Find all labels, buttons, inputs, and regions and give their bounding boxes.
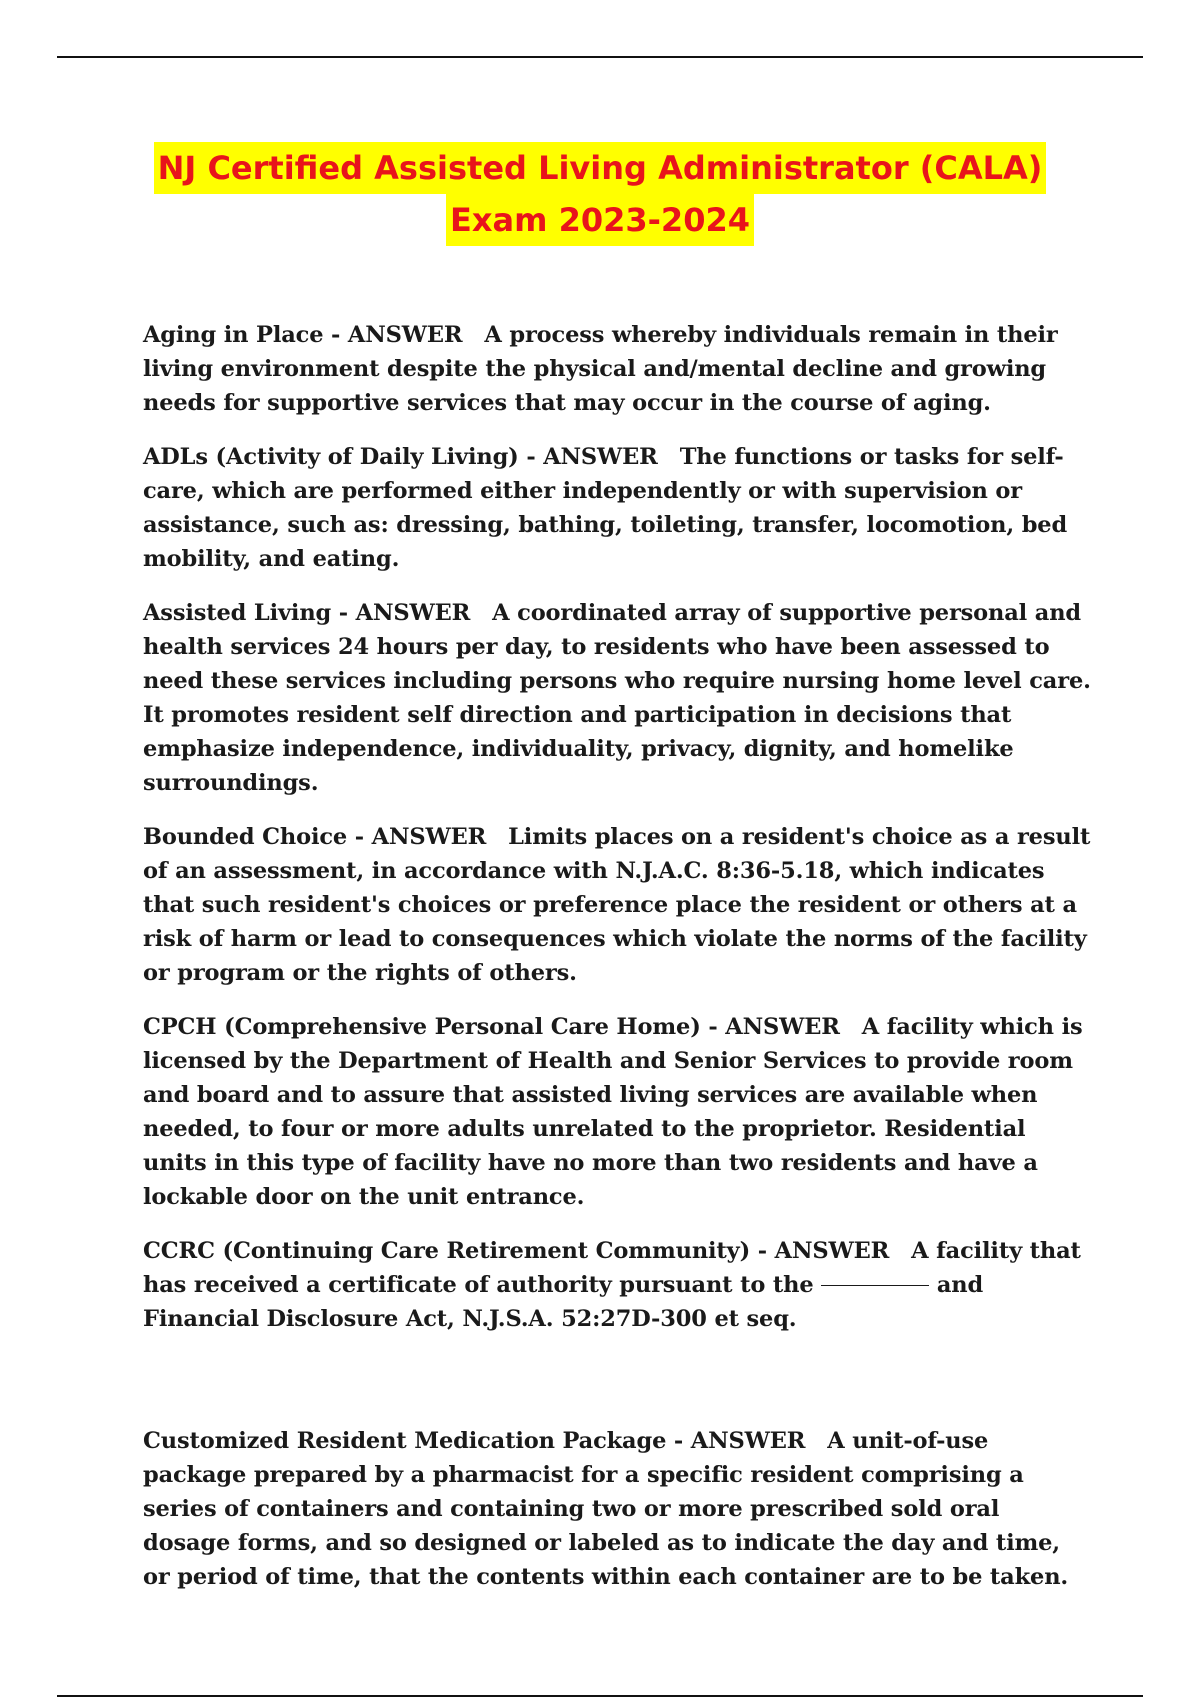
entry-definition: A coordinated array of supportive personal and health services 24 hours per day, to residents who have been assessed to need these services including persons who require nursing home level care. It promotes resident self direction and participation in decisions that emphasize independence, individuality, privacy, dignity, and homelike surroundings.: [143, 600, 1091, 796]
flashcard-entry: [143, 440, 1093, 576]
fill-in-blank: [821, 1285, 929, 1286]
flashcard-entry: [143, 1424, 1093, 1594]
entry-term: CPCH (Comprehensive Personal Care Home) - ANSWER: [143, 1014, 840, 1040]
flashcard-entry: [143, 318, 1093, 420]
flashcard-entry: [143, 596, 1093, 800]
entry-term: Bounded Choice - ANSWER: [143, 824, 487, 850]
entry-definition: The functions or tasks for self-care, which are performed either independently or with supervision or assistance, such as: dressing, bathing, toileting, transfer, locomotion, bed mobility, and eating.: [143, 444, 1068, 572]
entry-term: ADLs (Activity of Daily Living) - ANSWER: [143, 444, 658, 470]
flashcard-list: [143, 318, 1093, 1614]
title-line-2: Exam 2023-2024: [446, 194, 754, 246]
title-line-1: NJ Certified Assisted Living Administrator (CALA): [154, 142, 1047, 194]
entry-definition: A facility which is licensed by the Department of Health and Senior Services to provide room and board and to assure that assisted living services are available when needed, to four or more adults unrelated to the proprietor. Residential units in this type of facility have no more than two residents and have a lockable door on the unit entrance.: [143, 1014, 1083, 1210]
entry-term: Customized Resident Medication Package - ANSWER: [143, 1428, 806, 1454]
flashcard-entry: [143, 820, 1093, 990]
entry-term: Aging in Place - ANSWER: [143, 322, 463, 348]
entry-definition: A unit-of-use package prepared by a pharmacist for a specific resident comprising a series of containers and containing two or more prescribed sold oral dosage forms, and so designed or labeled as to indicate the day and time, or period of time, that the contents within each container are to be taken.: [143, 1428, 1069, 1590]
entry-term: CCRC (Continuing Care Retirement Community) - ANSWER: [143, 1238, 890, 1264]
entry-definition: A process whereby individuals remain in their living environment despite the physical and/mental decline and growing needs for supportive services that may occur in the course of aging.: [143, 322, 1058, 416]
entry-definition-part-1: A facility that has received a certificate of authority pursuant to the: [143, 1238, 1081, 1298]
entry-term: Assisted Living - ANSWER: [143, 600, 471, 626]
document-title: [0, 142, 1200, 246]
bottom-rule: [57, 1695, 1143, 1697]
top-rule: [57, 56, 1143, 58]
entry-definition-part-2: and Financial Disclosure Act, N.J.S.A. 52:27D-300 et seq.: [143, 1272, 984, 1332]
flashcard-entry: [143, 1234, 1093, 1336]
entry-definition: Limits places on a resident's choice as a result of an assessment, in accordance with N.J.A.C. 8:36-5.18, which indicates that such resident's choices or preference place the resident or others at a risk of harm or lead to consequences which violate the norms of the facility or program or the rights of others.: [143, 824, 1091, 986]
flashcard-entry: [143, 1010, 1093, 1214]
